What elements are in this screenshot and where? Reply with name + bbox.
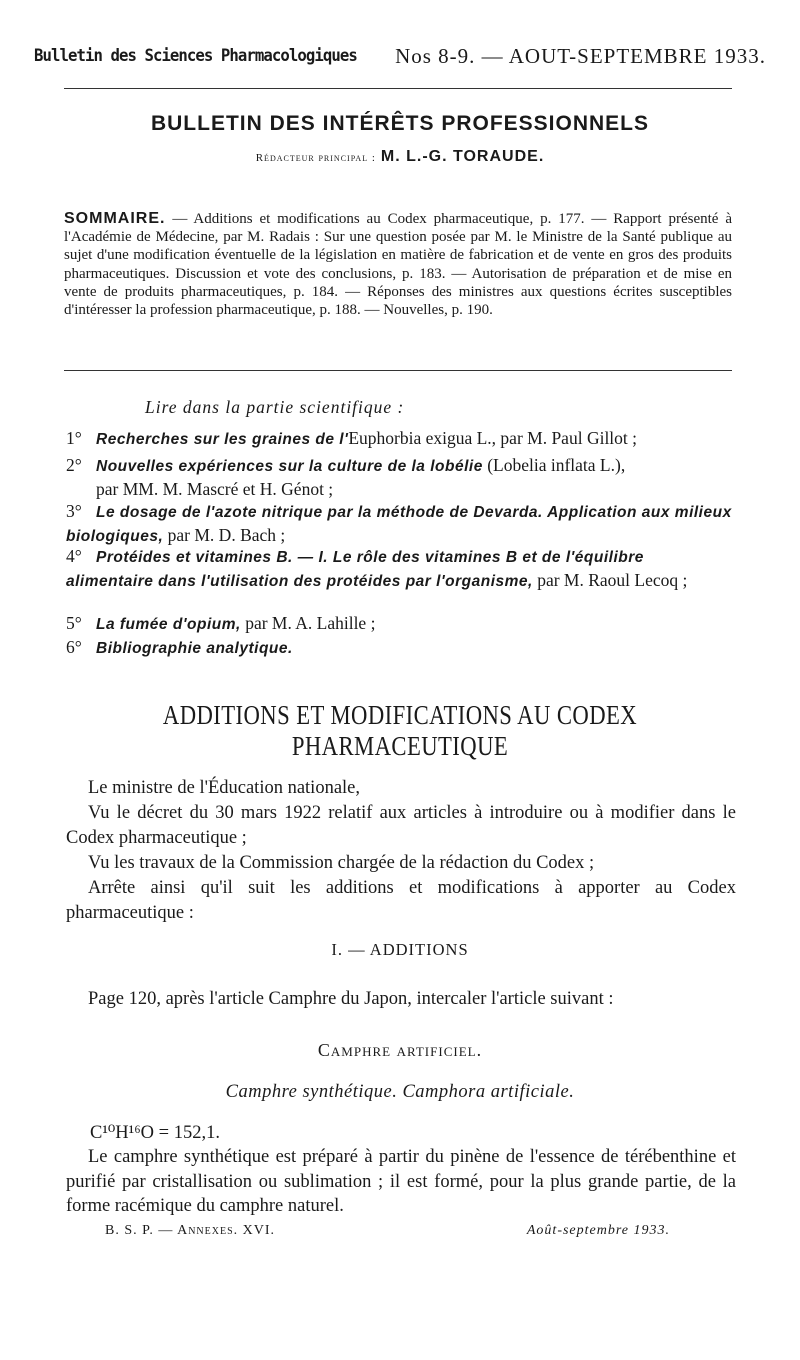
scientific-item-2 [66, 454, 736, 500]
item-extra: Euphorbia exigua L., [348, 428, 497, 448]
item-title: Le dosage de l'azote nitrique par la méthode de Devarda. Application aux milieux biologiques, [66, 504, 732, 545]
item-title: La fumée d'opium, [96, 616, 241, 633]
paragraph-travaux: Vu les travaux de la Commission chargée de la rédaction du Codex ; [88, 853, 595, 873]
item-title: Protéides et vitamines B. — I. Le rôle des vitamines B et de l'équilibre alimentaire dans l'utilisation des protéides par l'organisme, [66, 549, 644, 590]
paragraph-minister: Le ministre de l'Éducation nationale, [88, 778, 361, 798]
item-author: par M. D. Bach ; [167, 525, 286, 545]
item-author: par MM. M. Mascré et H. Génot ; [96, 479, 334, 499]
sommaire-label: SOMMAIRE. [64, 210, 166, 227]
redacteur-label: Rédacteur principal : [255, 152, 376, 164]
issue-info: Nos 8-9. — AOUT-SEPTEMBRE 1933. [395, 44, 766, 68]
item-number: 2° [66, 455, 82, 475]
subsection-heading: I. — ADDITIONS [331, 940, 469, 959]
footer-right: Août-septembre 1933. [526, 1223, 670, 1238]
article-title: Camphre artificiel. [317, 1040, 483, 1060]
item-author: par M. Raoul Lecoq ; [537, 570, 688, 590]
sommaire-text: — Additions et modifications au Codex pharmaceutique, p. 177. — Rapport présenté à l'Académie de Médecine, par M. Radais : Sur une question posée par M. le Ministre de la Santé publique au sujet d'une modification éventuelle de la législation en matière de fabrication et de vente en gros des produits pharmaceutiques. Discussion et vote des conclusions, p. 183. — Autorisation de préparation et de mise en vente de produits pharmaceutiques, p. 184. — Réponses des ministres aux questions écrites susceptibles d'intéresser la profession pharmaceutique, p. 188. — Nouvelles, p. 190. [64, 211, 732, 319]
item-author: par M. Paul Gillot ; [500, 428, 638, 448]
item-number: 5° [66, 613, 82, 633]
scientific-item-3 [66, 500, 736, 548]
item-number: 6° [66, 637, 82, 657]
chemical-formula: C¹⁰H¹⁶O = 152,1. [90, 1123, 220, 1143]
paragraph-decret: Vu le décret du 30 mars 1922 relatif aux articles à introduire ou à modifier dans le Codex pharmaceutique ; [66, 803, 736, 848]
scientific-item-1 [66, 427, 736, 451]
section-title-text: ADDITIONS ET MODIFICATIONS AU CODEX PHARMACEUTIQUE [162, 700, 638, 761]
scientific-item-5 [66, 612, 736, 636]
article-synonyms: Camphre synthétique. Camphora artificiale. [225, 1082, 575, 1102]
redacteur-line [0, 148, 800, 166]
item-number: 3° [66, 501, 82, 521]
scientific-item-4 [66, 545, 736, 593]
running-head [34, 42, 766, 76]
section-title [0, 700, 800, 762]
bulletin-title: BULLETIN DES INTÉRÊTS PROFESSIONNELS [150, 112, 650, 135]
redacteur-name: M. L.-G. TORAUDE. [380, 148, 545, 165]
item-number: 4° [66, 546, 82, 566]
footer-left: B. S. P. — Annexes. XVI. [105, 1223, 276, 1238]
scientific-item-6 [66, 636, 736, 660]
item-author: par M. A. Lahille ; [245, 613, 376, 633]
sommaire [64, 210, 732, 319]
item-extra: (Lobelia inflata L.), [487, 455, 626, 475]
article-description: Le camphre synthétique est préparé à partir du pinène de l'essence de térébenthine et purifié par cristallisation ou sublimation ; il est formé, pour la plus grande partie, de la forme racémique du camphre naturel. [66, 1147, 736, 1216]
lire-heading: Lire dans la partie scientifique : [145, 397, 405, 417]
page-note: Page 120, après l'article Camphre du Japon, intercaler l'article suivant : [88, 989, 614, 1009]
item-number: 1° [66, 428, 82, 448]
sommaire-rule [64, 370, 732, 371]
header-rule [64, 88, 732, 89]
item-title: Bibliographie analytique. [96, 640, 293, 657]
item-title: Nouvelles expériences sur la culture de la lobélie [96, 458, 483, 475]
paragraph-arrete: Arrête ainsi qu'il suit les additions et modifications à apporter au Codex pharmaceutique : [66, 878, 736, 923]
item-title: Recherches sur les graines de l' [96, 431, 349, 448]
journal-name: Bulletin des Sciences Pharmacologiques [34, 46, 357, 66]
